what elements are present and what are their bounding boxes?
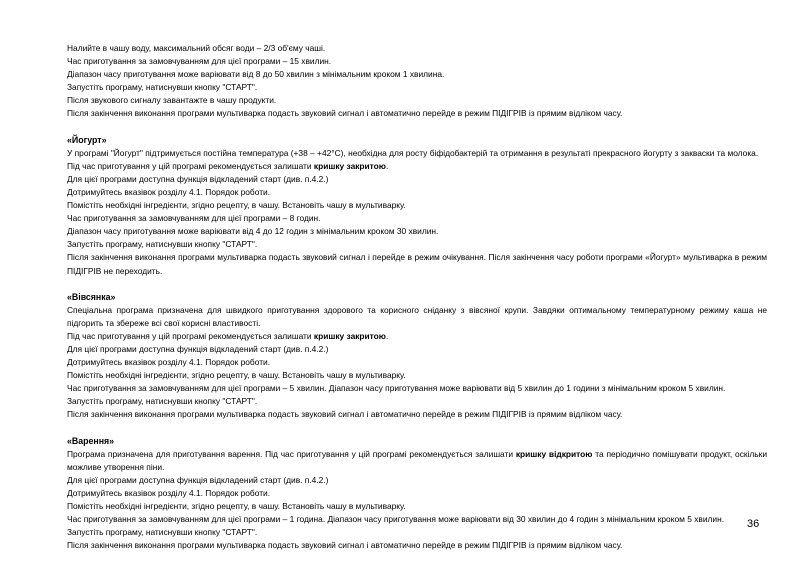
jam-line: Для цієї програми доступна функція відкладений старт (див. п.4.2.)	[67, 474, 329, 485]
yogurt-line: Помістіть необхідні інгредієнти, згідно рецепту, в чашу. Встановіть чашу в мультиварку.	[67, 200, 406, 211]
lid-note-bold: кришку закритою	[313, 160, 386, 171]
oatmeal-line: Час приготування за замовчуванням для цієї програми – 5 хвилин. Діапазон часу приготування може варіювати від 5 хвилин до 1 години з мінімальним кроком 5 хвилин.	[67, 383, 726, 394]
lid-note-end: .	[385, 160, 389, 171]
jam-description	[67, 448, 767, 474]
lid-note-text: Під час приготування у цій програмі рекомендується залишати	[67, 330, 314, 341]
yogurt-final-note: Після закінчення виконання програми мультиварка подасть звуковий сигнал і перейде в режим очікування. Після закінчення часу роботи програми «Йогурт» мультиварка в режим ПІДІГРІВ не переходить.	[67, 252, 767, 276]
oatmeal-lid-note	[67, 330, 767, 343]
jam-desc-end: та періодично помішувати продукт, оскільки можливе утворення піни.	[67, 448, 767, 472]
page-content	[67, 42, 767, 552]
oatmeal-line: Для цієї програми доступна функція відкладений старт (див. п.4.2.)	[67, 343, 329, 354]
jam-line: Запустіть програму, натиснувши кнопку "СТАРТ".	[67, 527, 258, 538]
yogurt-section	[67, 134, 767, 278]
jam-line: Після закінчення виконання програми мультиварка подасть звуковий сигнал і автоматично перейде в режим ПІДІГРІВ із прямим відліком часу.	[67, 540, 623, 551]
jam-line: Час приготування за замовчуванням для цієї програми – 1 година. Діапазон часу приготування може варіювати від 30 хвилин до 4 годин з мінімальним кроком 5 хвилин.	[67, 514, 725, 525]
oatmeal-section	[67, 291, 767, 422]
intro-line: Час приготування за замовчуванням для цієї програми – 15 хвилин.	[67, 56, 332, 67]
yogurt-heading: «Йогурт»	[67, 134, 107, 145]
oatmeal-description: Спеціальна програма призначена для швидкого приготування здорового та корисного сніданку з вівсяної крупи. Завдяки оптимальному температурному режиму каша не підгорить та збереже всі свої корисні властивості.	[67, 304, 767, 328]
oatmeal-line: Помістіть необхідні інгредієнти, згідно рецепту, в чашу. Встановіть чашу в мультиварку.	[67, 370, 406, 381]
yogurt-line: Для цієї програми доступна функція відкладений старт (див. п.4.2.)	[67, 173, 329, 184]
jam-desc-text: Програма призначена для приготування варення. Під час приготування у цій програмі рекомендується залишати	[67, 448, 516, 459]
intro-line: Запустіть програму, натиснувши кнопку "СТАРТ".	[67, 82, 258, 93]
jam-line: Дотримуйтесь вказівок розділу 4.1. Порядок роботи.	[67, 487, 271, 498]
oatmeal-line: Після закінчення виконання програми мультиварка подасть звуковий сигнал і автоматично перейде в режим ПІДІГРІВ із прямим відліком часу.	[67, 409, 623, 420]
oatmeal-line: Дотримуйтесь вказівок розділу 4.1. Порядок роботи.	[67, 357, 271, 368]
oatmeal-line: Запустіть програму, натиснувши кнопку "СТАРТ".	[67, 396, 258, 407]
lid-note-end: .	[385, 330, 389, 341]
yogurt-line: Дотримуйтесь вказівок розділу 4.1. Порядок роботи.	[67, 186, 271, 197]
intro-line: Після звукового сигналу завантажте в чашу продукти.	[67, 95, 277, 106]
yogurt-lid-note	[67, 160, 767, 173]
jam-section	[67, 435, 767, 553]
jam-heading: «Варення»	[67, 435, 115, 446]
lid-note-text: Під час приготування у цій програмі рекомендується залишати	[67, 160, 314, 171]
lid-note-bold: кришку закритою	[313, 330, 386, 341]
jam-desc-bold: кришку відкритою	[515, 448, 593, 459]
yogurt-description: У програмі "Йогурт" підтримується постійна температура (+38 – +42°С), необхідна для росту біфідобактерій та отримання в результаті прекрасного йогурту з закваски та молока.	[67, 147, 759, 158]
yogurt-line: Діапазон часу приготування може варіювати від 4 до 12 годин з мінімальним кроком 30 хвилин.	[67, 226, 439, 237]
oatmeal-heading: «Вівсянка»	[67, 291, 116, 302]
intro-line: Після закінчення виконання програми мультиварка подасть звуковий сигнал і автоматично перейде в режим ПІДІГРІВ із прямим відліком часу.	[67, 108, 623, 119]
yogurt-line: Запустіть програму, натиснувши кнопку "СТАРТ".	[67, 239, 258, 250]
jam-line: Помістіть необхідні інгредієнти, згідно рецепту, в чашу. Встановіть чашу в мультиварку.	[67, 501, 406, 511]
intro-line: Діапазон часу приготування може варіювати від 8 до 50 хвилин з мінімальним кроком 1 хвилина.	[67, 69, 445, 80]
page-number: 36	[747, 518, 760, 530]
yogurt-line: Час приготування за замовчуванням для цієї програми – 8 годин.	[67, 213, 321, 224]
intro-line: Налийте в чашу воду, максимальний обсяг води – 2/3 об'єму чаші.	[67, 43, 326, 53]
intro-section	[67, 42, 767, 121]
